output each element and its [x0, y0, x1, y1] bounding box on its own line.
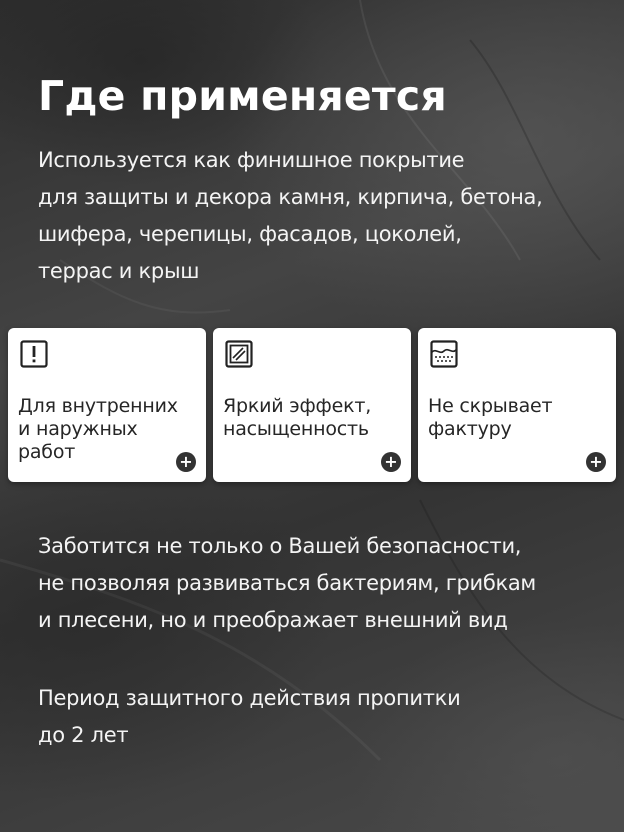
label-line: и наружных [18, 418, 138, 440]
paragraph-line: Заботится не только о Вашей безопасности, [38, 534, 522, 558]
expand-plus-button[interactable]: + [381, 452, 401, 472]
label-line: Яркий эффект, [223, 395, 372, 417]
paragraph-line: до 2 лет [38, 723, 129, 747]
expand-plus-button[interactable]: + [176, 452, 196, 472]
label-line: работ [18, 441, 76, 463]
protection-period-paragraph [38, 680, 608, 754]
feature-card-indoor-outdoor[interactable] [8, 328, 206, 482]
feature-card-bright-effect[interactable] [213, 328, 411, 482]
label-line: Не скрывает [428, 395, 553, 417]
glossy-surface-icon [225, 340, 253, 368]
intro-text [38, 142, 598, 290]
feature-card-texture[interactable] [418, 328, 616, 482]
feature-card-label [223, 395, 413, 441]
paragraph-line: Период защитного действия пропитки [38, 686, 461, 710]
intro-line: Используется как финишное покрытие [38, 148, 465, 172]
feature-cards [8, 328, 616, 482]
texture-icon [430, 340, 458, 368]
paragraph-line: и плесени, но и преображает внешний вид [38, 608, 508, 632]
label-line: насыщенность [223, 418, 369, 440]
intro-line: шифера, черепицы, фасадов, цоколей, [38, 222, 462, 246]
page-title: Где применяется [38, 72, 447, 120]
paragraph-line: не позволяя развиваться бактериям, грибкам [38, 571, 536, 595]
label-line: Для внутренних [18, 395, 178, 417]
safety-paragraph [38, 528, 608, 639]
intro-line: террас и крыш [38, 259, 200, 283]
intro-line: для защиты и декора камня, кирпича, бетона, [38, 185, 543, 209]
expand-plus-button[interactable]: + [586, 452, 606, 472]
exclamation-icon [20, 340, 48, 368]
feature-card-label [428, 395, 618, 441]
label-line: фактуру [428, 418, 512, 440]
